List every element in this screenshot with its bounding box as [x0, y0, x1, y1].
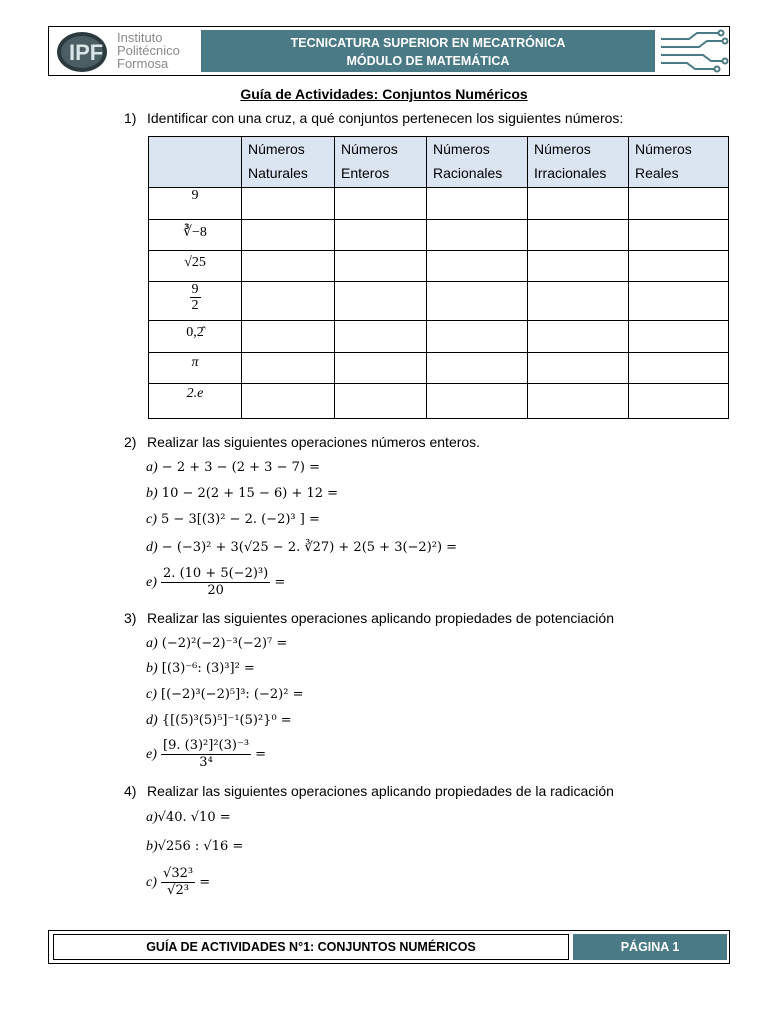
circuit-icon	[659, 29, 729, 73]
answer-cell[interactable]	[242, 282, 335, 321]
question-number: 1)	[124, 110, 137, 126]
answer-cell[interactable]	[629, 353, 729, 384]
answer-cell[interactable]	[427, 282, 528, 321]
fraction: $\frac{\text{√32³}}{\text{√2³}}$	[163, 866, 194, 898]
page-title: Guía de Actividades: Conjuntos Numéricos	[240, 86, 528, 102]
answer-cell[interactable]	[242, 251, 335, 282]
answer-cell[interactable]	[528, 321, 629, 353]
exercise-4b: b)√256 : √16 =	[146, 839, 244, 854]
exercise-3b: b) [(3)⁻⁶: (3)³]² =	[146, 661, 255, 676]
number-cell: 0,2̂	[149, 321, 242, 353]
answer-cell[interactable]	[629, 251, 729, 282]
answer-cell[interactable]	[528, 384, 629, 419]
exercise-3a: a) (−2)²(−2)⁻³(−2)⁷ =	[146, 636, 288, 651]
fraction: $\frac{\text{[9. (3)²]²(3)⁻³}}{\text{3⁴}}$	[163, 738, 250, 770]
page-footer	[48, 930, 730, 964]
logo-line: Instituto	[117, 30, 163, 45]
institute-logo	[55, 30, 195, 74]
table-row	[149, 282, 729, 321]
question-text: Realizar las siguientes operaciones números enteros.	[147, 434, 481, 450]
answer-cell[interactable]	[528, 353, 629, 384]
exercise-4a: a)√40. √10 =	[146, 810, 231, 825]
table-row	[149, 384, 729, 419]
column-header: Números Naturales	[242, 137, 335, 188]
answer-cell[interactable]	[427, 384, 528, 419]
table-row	[149, 321, 729, 353]
question-number: 4)	[124, 783, 137, 799]
answer-cell[interactable]	[629, 384, 729, 419]
exercise-2c: c) 5 − 3[(3)² − 2. (−2)³ ] =	[146, 512, 320, 527]
answer-cell[interactable]	[427, 220, 528, 251]
header-title-box	[201, 30, 655, 72]
table-row	[149, 353, 729, 384]
table-row	[149, 188, 729, 220]
exercise-2e: e) $\frac{\text{2. (10 + 5(−2)³)}}{20}$ =	[146, 566, 286, 598]
answer-cell[interactable]	[528, 220, 629, 251]
answer-cell[interactable]	[335, 321, 427, 353]
column-header: Números Racionales	[427, 137, 528, 188]
footer-guide-title: GUÍA DE ACTIVIDADES N°1: CONJUNTOS NUMÉRICOS	[53, 934, 569, 960]
logo-text	[117, 31, 180, 70]
table-header-row	[149, 137, 729, 188]
question-2	[124, 434, 480, 450]
number-cell: 9	[149, 188, 242, 220]
answer-cell[interactable]	[335, 353, 427, 384]
answer-cell[interactable]	[242, 220, 335, 251]
footer-page-number: PÁGINA 1	[573, 934, 727, 960]
header-line-2: MÓDULO DE MATEMÁTICA	[346, 54, 510, 68]
answer-cell[interactable]	[629, 282, 729, 321]
answer-cell[interactable]	[242, 384, 335, 419]
answer-cell[interactable]	[335, 188, 427, 220]
answer-cell[interactable]	[335, 384, 427, 419]
logo-line: Formosa	[117, 56, 169, 71]
answer-cell[interactable]	[427, 251, 528, 282]
fraction-nine-halves	[190, 282, 201, 313]
exercise-2b: b) 10 − 2(2 + 15 − 6) + 12 =	[146, 486, 339, 501]
answer-cell[interactable]	[242, 321, 335, 353]
exercise-3e: e) $\frac{\text{[9. (3)²]²(3)⁻³}}{\text{3⁴}}$ =	[146, 738, 267, 770]
answer-cell[interactable]	[427, 321, 528, 353]
logo-line: Politécnico	[117, 43, 180, 58]
header-line-1: TECNICATURA SUPERIOR EN MECATRÓNICA	[290, 36, 566, 50]
answer-cell[interactable]	[242, 188, 335, 220]
question-number: 3)	[124, 610, 137, 626]
number-cell: √25	[149, 251, 242, 282]
answer-cell[interactable]	[629, 188, 729, 220]
denominator: 2	[191, 298, 199, 313]
answer-cell[interactable]	[427, 188, 528, 220]
question-text: Realizar las siguientes operaciones aplicando propiedades de la radicación	[147, 783, 614, 799]
answer-cell[interactable]	[427, 353, 528, 384]
number-cell: ∛−8	[149, 220, 242, 251]
exercise-3d: d) {[(5)³(5)⁵]⁻¹(5)²}⁰ =	[146, 713, 292, 728]
question-text: Identificar con una cruz, a qué conjuntos pertenecen los siguientes números:	[147, 110, 624, 126]
table-row	[149, 251, 729, 282]
sets-table	[148, 136, 729, 419]
question-4	[124, 783, 614, 799]
answer-cell[interactable]	[335, 282, 427, 321]
number-cell: 2.e	[149, 384, 242, 419]
answer-cell[interactable]	[528, 282, 629, 321]
fraction: $\frac{\text{2. (10 + 5(−2)³)}}{20}$	[163, 566, 269, 598]
page-header	[48, 26, 730, 76]
answer-cell[interactable]	[242, 353, 335, 384]
answer-cell[interactable]	[528, 251, 629, 282]
answer-cell[interactable]	[528, 188, 629, 220]
exercise-2d: d) − (−3)² + 3(√25 − 2. ∛27) + 2(5 + 3(−2)²) =	[146, 540, 458, 555]
answer-cell[interactable]	[629, 220, 729, 251]
column-header: Números Reales	[629, 137, 729, 188]
number-cell	[149, 282, 242, 321]
question-1	[124, 110, 623, 126]
numerator: 9	[191, 282, 199, 297]
number-cell: π	[149, 353, 242, 384]
answer-cell[interactable]	[335, 220, 427, 251]
exercise-3c: c) [(−2)³(−2)⁵]³: (−2)² =	[146, 687, 304, 702]
question-number: 2)	[124, 434, 137, 450]
svg-text:IPF: IPF	[69, 40, 104, 65]
exercise-2a: a) − 2 + 3 − (2 + 3 − 7) =	[146, 460, 320, 475]
column-header: Números Irracionales	[528, 137, 629, 188]
answer-cell[interactable]	[629, 321, 729, 353]
question-3	[124, 610, 614, 626]
question-text: Realizar las siguientes operaciones aplicando propiedades de potenciación	[147, 610, 614, 626]
table-row	[149, 220, 729, 251]
ipf-logo-icon	[55, 30, 109, 74]
answer-cell[interactable]	[335, 251, 427, 282]
column-header: Números Enteros	[335, 137, 427, 188]
table-corner-cell	[149, 137, 242, 188]
exercise-4c: c) $\frac{\text{√32³}}{\text{√2³}}$ =	[146, 866, 211, 898]
